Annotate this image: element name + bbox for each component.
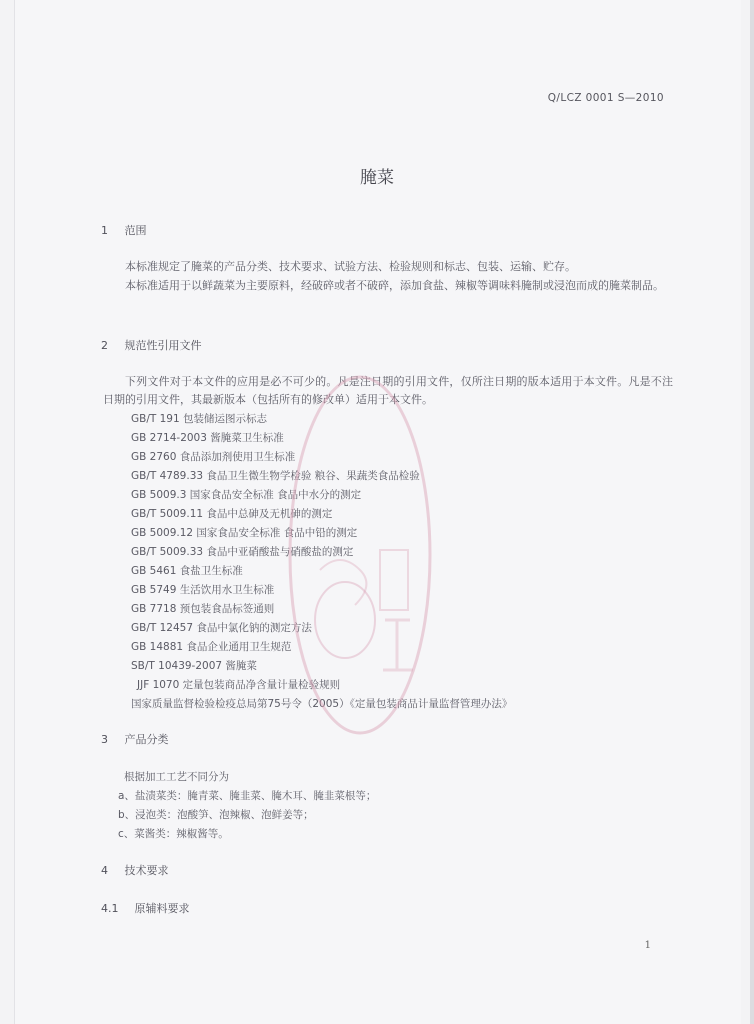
reference-item: GB 5461 食盐卫生标准: [131, 565, 243, 577]
page-edge: [750, 0, 754, 1024]
section-title: 范围: [124, 224, 147, 237]
category-item: c、菜酱类：辣椒酱等。: [118, 828, 229, 840]
reference-item: GB 5009.3 国家食品安全标准 食品中水分的测定: [131, 489, 362, 501]
section-title: 规范性引用文件: [124, 339, 202, 352]
category-item: b、浸泡类：泡酸笋、泡辣椒、泡鲜姜等；: [118, 809, 314, 821]
reference-list: [131, 410, 512, 714]
reference-item: 国家质量监督检验检疫总局第75号令（2005）《定量包装商品计量监督管理办法》: [131, 698, 513, 710]
section-number: 2: [101, 339, 108, 352]
reference-item: GB 14881 食品企业通用卫生规范: [131, 641, 292, 653]
category-list: [118, 768, 376, 844]
reference-item: GB 5749 生活饮用水卫生标准: [131, 584, 275, 596]
reference-item: JJF 1070 定量包装商品净含量计量检验规则: [137, 679, 341, 691]
page-number: 1: [644, 940, 651, 951]
reference-item: GB 5009.12 国家食品安全标准 食品中铅的测定: [131, 527, 358, 539]
scope-paragraph-1: 本标准规定了腌菜的产品分类、技术要求、试验方法、检验规则和标志、包装、运输、贮存。: [125, 260, 576, 273]
reference-item: GB/T 4789.33 食品卫生微生物学检验 粮谷、果蔬类食品检验: [131, 470, 420, 482]
reference-item: GB 7718 预包装食品标签通则: [131, 603, 275, 615]
document-title: 腌菜: [360, 168, 394, 188]
references-paragraph: 下列文件对于本文件的应用是必不可少的。凡是注日期的引用文件，仅所注日期的版本适用于本文件。凡是不注日期的引用文件，其最新版本（包括所有的修改单）适用于本文件。: [103, 375, 673, 406]
reference-item: SB/T 10439-2007 酱腌菜: [131, 660, 257, 672]
scope-paragraph-2: 本标准适用于以鲜蔬菜为主要原料，经破碎或者不破碎，添加食盐、辣椒等调味料腌制或浸泡而成的腌菜制品。: [125, 279, 664, 292]
section-4-heading: [101, 862, 169, 878]
reference-item: GB 2714-2003 酱腌菜卫生标准: [131, 432, 284, 444]
section-3-heading: [101, 731, 169, 747]
reference-item: GB/T 5009.33 食品中亚硝酸盐与硝酸盐的测定: [131, 546, 354, 558]
section-1-heading: [101, 222, 147, 238]
section-number: 4: [101, 864, 108, 877]
section-title: 产品分类: [124, 733, 169, 746]
section-number: 3: [101, 733, 108, 746]
section-4-1-heading: [101, 900, 190, 916]
section-number: 4.1: [101, 902, 119, 915]
reference-item: GB 2760 食品添加剂使用卫生标准: [131, 451, 296, 463]
section-title: 原辅料要求: [134, 902, 190, 915]
reference-item: GB/T 5009.11 食品中总砷及无机砷的测定: [131, 508, 333, 520]
reference-item: GB/T 12457 食品中氯化钠的测定方法: [131, 622, 312, 634]
category-intro: 根据加工工艺不同分为: [124, 771, 229, 783]
standard-code: Q/LCZ 0001 S—2010: [547, 92, 664, 104]
category-item: a、盐渍菜类：腌青菜、腌韭菜、腌木耳、腌韭菜根等；: [118, 790, 377, 802]
reference-item: GB/T 191 包装储运图示标志: [131, 413, 268, 425]
section-title: 技术要求: [124, 864, 169, 877]
section-number: 1: [101, 224, 108, 237]
section-2-heading: [101, 337, 202, 353]
